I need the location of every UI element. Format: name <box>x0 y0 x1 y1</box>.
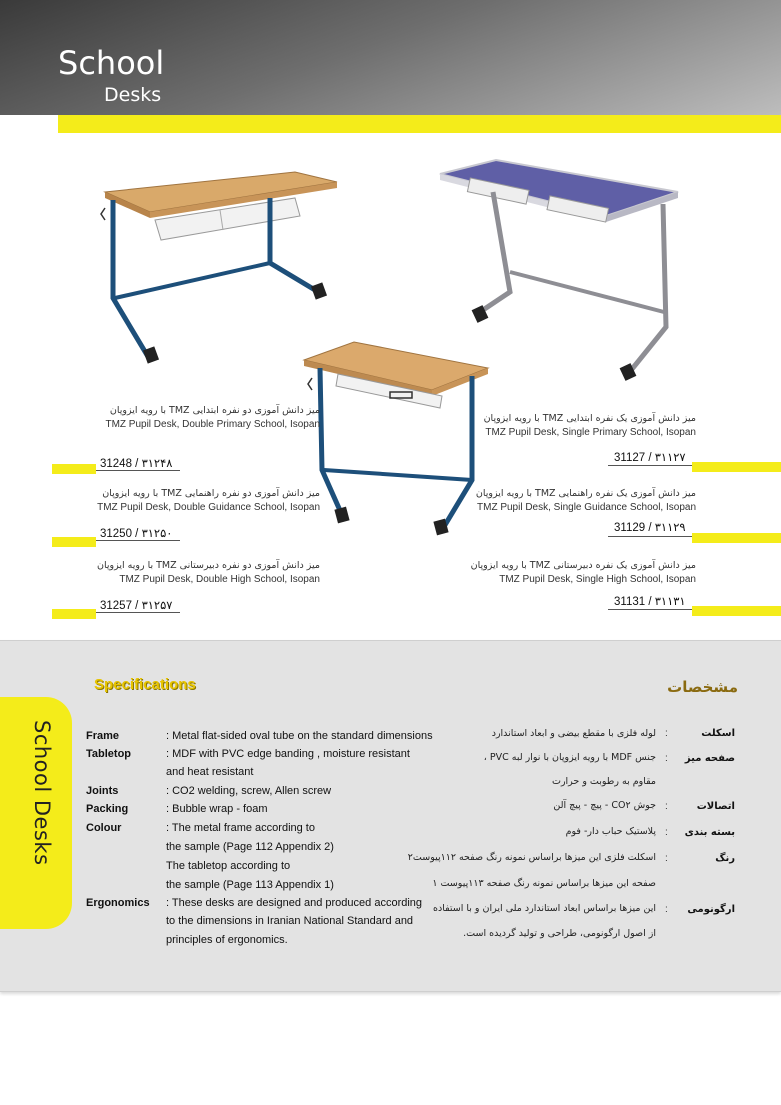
side-tab-label: School Desks <box>30 720 54 866</box>
specifications-heading-fa: مشخصات <box>667 678 738 696</box>
page-subtitle: Desks <box>104 84 162 106</box>
product-name-en: TMZ Pupil Desk, Double Guidance School, Isopan <box>97 502 320 513</box>
product-code <box>100 520 172 540</box>
product-code-text: 31129 / ۳۱۱۲۹ <box>614 522 686 534</box>
product-code-text: 31257 / ۳۱۲۵۷ <box>100 600 173 612</box>
spec-value: : Bubble wrap - foam <box>166 803 268 815</box>
product-name-fa: میز دانش آموزی یک نفره ابتدایی TMZ با رویه ایزوپان <box>483 413 696 424</box>
fa-spec-value: این میزها براساس ابعاد استاندارد ملی ایران و با استفاده <box>432 903 656 914</box>
spec-label: Joints <box>86 785 119 797</box>
product-code <box>100 592 172 612</box>
fa-spec-label: اسکلت <box>701 728 735 739</box>
product-name-en: TMZ Pupil Desk, Single Guidance School, Isopan <box>477 502 696 513</box>
fa-colon: : <box>665 827 668 838</box>
spec-value: : These desks are designed and produced according <box>166 897 423 909</box>
product-single-primary <box>436 413 696 438</box>
specifications-heading: Specifications <box>94 676 196 693</box>
fa-spec-label: صفحه میز <box>684 753 735 764</box>
fa-spec-value: اسکلت فلزی این میزها براساس نمونه رنگ صفحه ۱۱۲پیوست۲ <box>407 852 656 863</box>
fa-spec-label: ارگونومی <box>687 904 735 915</box>
double-desk-image <box>95 168 345 368</box>
product-name-en: TMZ Pupil Desk, Single Primary School, Isopan <box>485 427 696 438</box>
yellow-bar <box>52 609 96 619</box>
product-name-en: TMZ Pupil Desk, Single High School, Isopan <box>499 574 696 585</box>
spec-value: : CO2 welding, screw, Allen screw <box>166 785 332 797</box>
spec-label: Frame <box>86 730 120 742</box>
code-underline <box>96 540 180 541</box>
product-code-text: 31248 / ۳۱۲۴۸ <box>100 458 173 470</box>
fa-spec-value: از اصول ارگونومی، طراحی و تولید گردیده است. <box>463 928 656 939</box>
product-single-guidance <box>436 488 696 513</box>
product-code <box>100 450 172 470</box>
product-name-fa: میز دانش آموزی یک نفره راهنمایی TMZ با رویه ایزوپان <box>475 488 696 499</box>
spec-value: The tabletop according to <box>166 860 291 872</box>
product-name-en: TMZ Pupil Desk, Double Primary School, Isopan <box>105 419 320 430</box>
spec-label: Colour <box>86 822 122 834</box>
product-name-fa: میز دانش آموزی دو نفره دبیرستانی TMZ با رویه ایزوپان <box>96 560 320 571</box>
fa-spec-value: پلاستیک حباب دار- فوم <box>565 826 656 837</box>
fa-spec-label: اتصالات <box>696 801 735 812</box>
fa-colon: : <box>665 904 668 915</box>
product-name-fa: میز دانش آموزی یک نفره دبیرستانی TMZ با رویه ایزوپان <box>470 560 696 571</box>
product-name-en: TMZ Pupil Desk, Double High School, Isopan <box>119 574 320 585</box>
product-code <box>614 444 686 464</box>
yellow-bar <box>692 606 781 616</box>
yellow-bar <box>52 537 96 547</box>
fa-spec-value: جنس MDF با رویه ایزوپان با نوار لبه PVC ، <box>483 752 656 763</box>
fa-spec-value: جوش CO۲ - پیچ - پیچ آلن <box>553 800 656 811</box>
spec-value: the sample (Page 113 Appendix 1) <box>166 879 334 891</box>
page-title: School <box>58 44 165 82</box>
product-name-fa: میز دانش آموزی دو نفره راهنمایی TMZ با رویه ایزوپان <box>102 488 320 499</box>
fa-spec-value: لوله فلزی با مقطع بیضی و ابعاد استاندارد <box>491 728 656 739</box>
product-double-primary <box>60 405 320 430</box>
spec-label: Packing <box>86 803 129 815</box>
code-underline <box>96 612 180 613</box>
product-double-guidance <box>60 488 320 513</box>
spec-value: and heat resistant <box>166 766 254 778</box>
product-code <box>614 588 686 608</box>
yellow-bar <box>52 464 96 474</box>
spec-label: Ergonomics <box>86 897 150 909</box>
fa-spec-value: مقاوم به رطوبت و حرارت <box>552 776 656 787</box>
yellow-bar <box>692 533 781 543</box>
yellow-bar <box>692 462 781 472</box>
spec-value: principles of ergonomics. <box>166 934 288 946</box>
code-underline <box>608 609 692 610</box>
fa-spec-label: رنگ <box>715 853 735 864</box>
fa-colon: : <box>665 753 668 764</box>
spec-value: : Metal flat-sided oval tube on the standard dimensions <box>166 730 433 742</box>
product-double-high <box>60 560 320 585</box>
spec-value: : MDF with PVC edge banding , moisture resistant <box>166 748 410 760</box>
product-code-text: 31250 / ۳۱۲۵۰ <box>100 528 173 540</box>
code-underline <box>608 536 692 537</box>
fa-spec-value: صفحه این میزها براساس نمونه رنگ صفحه ۱۱۳پیوست ۱ <box>432 878 656 889</box>
code-underline <box>608 465 692 466</box>
fa-colon: : <box>665 853 668 864</box>
product-name-fa: میز دانش آموزی دو نفره ابتدایی TMZ با رویه ایزوپان <box>109 405 320 416</box>
spec-value: to the dimensions in Iranian National Standard and <box>166 915 414 927</box>
spec-label: Tabletop <box>86 748 132 760</box>
product-single-high <box>436 560 696 585</box>
code-underline <box>96 470 180 471</box>
fa-spec-label: بسته بندی <box>684 827 735 838</box>
product-code-text: 31131 / ۳۱۱۳۱ <box>614 596 686 608</box>
spec-value: : The metal frame according to <box>166 822 315 834</box>
header-stripe <box>58 115 781 133</box>
spec-value: the sample (Page 112 Appendix 2) <box>166 841 334 853</box>
fa-colon: : <box>665 801 668 812</box>
product-code <box>614 514 686 534</box>
product-code-text: 31127 / ۳۱۱۲۷ <box>614 452 686 464</box>
fa-colon: : <box>665 728 668 739</box>
